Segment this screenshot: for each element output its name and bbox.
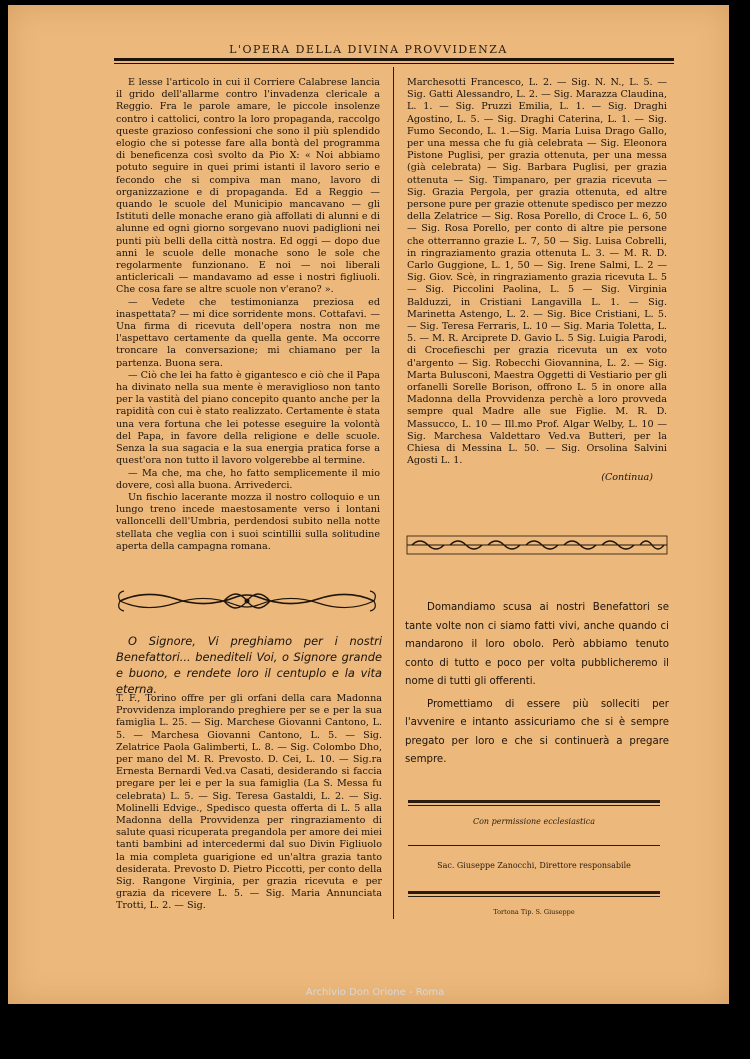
apology-notice <box>405 599 669 770</box>
donor-list-left <box>116 693 382 913</box>
header-rule-thick <box>114 58 674 61</box>
header-rule-thin <box>114 63 674 64</box>
archive-caption: Archivio Don Orione - Roma <box>305 987 445 998</box>
imprint-rule <box>408 845 660 846</box>
continued-note: (Continua) <box>601 471 653 483</box>
column-divider <box>393 67 394 919</box>
imprint-rule <box>408 891 660 894</box>
notice-paragraph: Promettiamo di essere più solleciti per l'avvenire e intanto assicuriamo che si è sempre pregato per loro e che si continuerà a pregare sempre. <box>405 698 669 765</box>
article-paragraph: — Vedete che testimonianza preziosa ed inaspettata? — mi dice sorridente mons. Cottafavi. — Una firma di ricevuta dell'opera nostra non me l'aspettavo certamente da quella gente. Ma occorre troncare la conversazione; mi chiamano per la partenza. Buona sera. <box>116 296 380 369</box>
ribbon-ornament <box>116 585 378 617</box>
notice-paragraph: Domandiamo scusa ai nostri Benefattori se tante volte non ci siamo fatti vivi, anche quando ci mandarono il loro obolo. Però abbiamo tenuto conto di tutto e poco per volta pubblicheremo il nome di tutti gli offerenti. <box>405 602 669 687</box>
printer-line: Tortona Tip. S. Giuseppe <box>493 908 575 916</box>
decorative-border <box>406 535 668 555</box>
imprint-rule <box>408 800 660 803</box>
ecclesiastical-approval: Con permissione ecclesiastica <box>472 817 596 826</box>
donor-entries: T. F., Torino offre per gli orfani della cara Madonna Provvidenza implorando preghiere per se e per la sua famiglia L. 25. — Sig. Marchese Giovanni Cantono, L. 5. — Marchesa Giovanni Cantono, L. 5. — Sig. Zelatrice Paola Galimberti, L. 8. — Sig. Colombo Dho, per mano del M. R. Prevosto. D. Cei, L. 10. — Sig.ra Ernesta Bernardi Ved.va Casati, desiderando si faccia pregare per lei e per la sua famiglia (La S. Messa fu celebrata) L. 5. — Sig. Teresa Gastaldi, L. 2. — Sig. Molinelli Edvige., Spedisco questa offerta di L. 5 alla Madonna della Provvidenza per ringraziamento di salute quasi ricuperata pregandola per amore dei miei tanti bambini ad intercedermi dal suo Divin Figliuolo la mia completa guarigione ed un'altra grazia tanto desiderata. Prevosto D. Pietro Piccotti, per conto della Sig. Rangone Virginia, per grazia ricevuta e per grazia da ricevere L. 5. — Sig. Maria Annunciata Trotti, L. 2. — Sig. <box>116 693 382 912</box>
responsible-director: Sac. Giuseppe Zanocchi, Direttore responsabile <box>437 861 631 870</box>
donor-entries: Marchesotti Francesco, L. 2. — Sig. N. N., L. 5. — Sig. Gatti Alessandro, L. 2. — Sig. Marazza Claudina, L. 1. — Sig. Pruzzi Emilia, L. 1. — Sig. Draghi Agostino, L. 5. — Sig. Draghi Caterina, L. 1. — Sig. Fumo Secondo, L. 1.—Sig. Maria Luisa Drago Gallo, per una messa che fu già celebrata — Sig. Eleonora Pistone Puglisi, per grazia ottenuta, per una messa (già celebrata) — Sig. Barbara Puglisi, per grazia ottenuta — Sig. Timpanaro, per grazia ricevuta — Sig. Grazia Pergola, per grazia ottenuta, ed altre persone pure per grazie ottenute spedisco per mezzo della Zelatrice — Sig. Rosa Porello, di Croce L. 6, 50 — Sig. Rosa Porello, per conto di altre pie persone che otterranno grazie L. 7, 50 — Sig. Luisa Cobrelli, in ringraziamento grazia ottenuta L. 3. — M. R. D. Carlo Guggione, L. 1, 50 — Sig. Irene Salmi, L. 2 — Sig. Giov. Scè, in ringraziamento grazia ricevuta L. 5 — Sig. Piccolini Paolina, L. 5 — Sig. Virginia Balduzzi, in Cristiani Langavilla L. 1. — Sig. Marinetta Astengo, L. 2. — Sig. Bice Cristiani, L. 5. — Sig. Teresa Ferraris, L. 10 — Sig. Maria Toletta, L. 5. — M. R. Arciprete D. Gavio L. 5 Sig. Luigia Parodi, di Crocefieschi per grazia ricevuta un ex voto d'argento — Sig. Robecchi Giovannina, L. 2. — Sig. Marta Bulusconi, Maestra Oggetti di Vestiario per gli orfanelli Sorelle Borison, offrono L. 5 in onore alla Madonna della Provvidenza perchè a loro provveda sempre qual Madre alle sue Figlie. M. R. D. Massucco, L. 10 — Ill.mo Prof. Algar Welby, L. 10 — Sig. Marchesa Valdettaro Ved.va Butteri, per la Chiesa di Messina L. 50. — Sig. Orsolina Salvini Agosti L. 1. <box>407 77 667 467</box>
article-paragraph: — Ciò che lei ha fatto è gigantesco e ciò che il Papa ha divinato nella sua mente è meraviglioso non tanto per la vastità del piano concepito quanto anche per la rapidità con cui è stato realizzato. Certamente è stata una vera fortuna che lei potesse eseguire la volontà del Papa, in favore della religione e delle scuole. Senza la sua sagacia e la sua energia pratica forse a quest'ora non tutto il lavoro volgerebbe al termine. <box>116 369 380 467</box>
imprint-rule <box>408 805 660 806</box>
benefactor-prayer: O Signore, Vi preghiamo per i nostri Benefattori... benediteli Voi, o Signore grande e buono, e rendete loro il centuplo e la vita eterna. <box>116 634 382 696</box>
imprint-rule <box>408 896 660 897</box>
newspaper-page <box>8 5 729 1004</box>
donor-list-right <box>407 77 667 484</box>
article-paragraph: Un fischio lacerante mozza il nostro colloquio e un lungo treno incede maestosamente verso i lontani valloncelli dell'Umbria, perdendosi subito nella notte stellata che veglia con i suoi scintillii sulla solitudine aperta della campagna romana. <box>116 491 380 552</box>
article-continuation <box>116 77 380 553</box>
running-title: L'OPERA DELLA DIVINA PROVVIDENZA <box>229 43 508 56</box>
article-paragraph: E lesse l'articolo in cui il Corriere Calabrese lancia il grido dell'allarme contro l'invadenza clericale a Reggio. Fra le parole amare, le piccole insolenze contro i cattolici, contro la loro propaganda, raccolgo queste grazioso confessioni che sono il più splendido elogio che si potesse fare alla bontà del programma di beneficenza così svolto da Pio X: « Noi abbiamo potuto seguire in quei primi istanti il lavoro serio e fecondo che si compiva man mano, lavoro di organizzazione e di propaganda. Ed a Reggio — quando le scuole del Municipio mancavano — gli Istituti delle monache erano già affollati di alunni e di alunne ed ogni giorno sorgevano nuovi padiglioni nei punti più belli della città nostra. Ed oggi — dopo due anni le scuole delle monache sono le sole che regolarmente funzionano. E noi — noi liberali anticlericali — mandavamo ad esse i nostri figliuoli. Che cosa fare se altre scuole non v'erano? ». <box>116 77 380 296</box>
article-paragraph: — Ma che, ma che, ho fatto semplicemente il mio dovere, così alla buona. Arrivederci. <box>116 467 380 491</box>
